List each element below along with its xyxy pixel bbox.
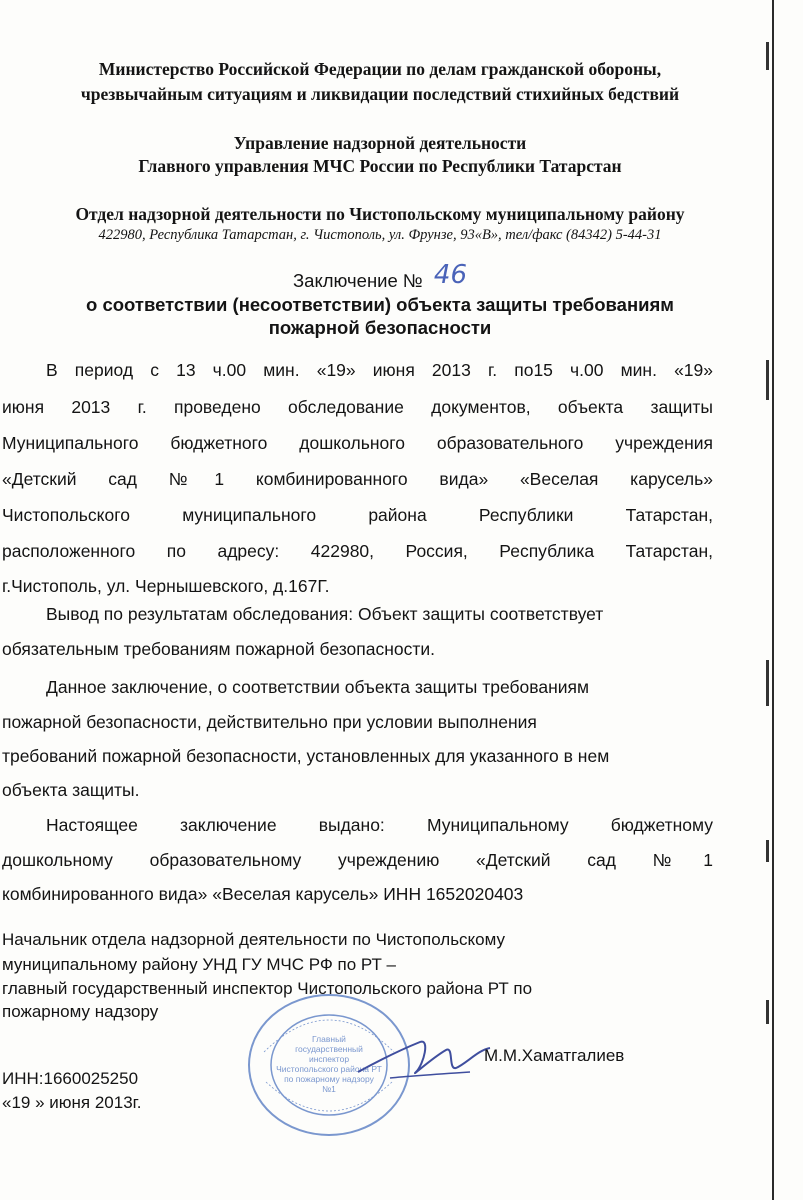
handwritten-signature: [350, 1020, 500, 1100]
body-line: комбинированного вида» «Веселая карусель» ИНН 1652020403: [2, 884, 524, 904]
body-line: июня 2013 г. проведено обследование документов, объекта защиты: [2, 397, 713, 417]
body-line: обязательным требованиям пожарной безопасности.: [2, 639, 436, 659]
body-line: Вывод по результатам обследования: Объект защиты соответствует: [46, 604, 604, 624]
scan-binding-marks: [766, 360, 769, 400]
conclusion-subtitle-line1: о соответствии (несоответствии) объекта защиты требованиям: [86, 294, 674, 315]
body-line: Чистопольского муниципального района Республики Татарстан,: [2, 505, 713, 525]
body-line: объекта защиты.: [2, 780, 140, 800]
issue-date: «19 » июня 2013г.: [2, 1093, 142, 1112]
svg-text:№1: №1: [322, 1084, 336, 1094]
department-heading-line1: Управление надзорной деятельности: [233, 133, 527, 153]
scan-binding-marks: [766, 660, 769, 706]
signatory-position-line: пожарному надзору: [2, 1002, 159, 1021]
office-address: 422980, Республика Татарстан, г. Чистополь, ул. Фрунзе, 93«В», тел/факс (84342) 5-44-31: [98, 227, 662, 243]
conclusion-number: 46: [433, 260, 467, 290]
body-line: требований пожарной безопасности, установленных для указанного в нем: [2, 746, 610, 766]
body-line: Настоящее заключение выдано: Муниципальному бюджетному: [46, 815, 713, 835]
svg-text:Чистопольского района РТ: Чистопольского района РТ: [276, 1064, 382, 1074]
conclusion-title: [0, 260, 760, 292]
body-line: Данное заключение, о соответствии объекта защиты требованиям: [46, 677, 590, 697]
svg-text:государственный: государственный: [295, 1044, 363, 1054]
body-line: В период с 13 ч.00 мин. «19» июня 2013 г. по15 ч.00 мин. «19»: [46, 360, 713, 380]
body-line: г.Чистополь, ул. Чернышевского, д.167Г.: [2, 576, 330, 596]
svg-text:Главный: Главный: [312, 1034, 346, 1044]
signatory-position-line: Начальник отдела надзорной деятельности по Чистопольскому: [2, 930, 506, 949]
conclusion-subtitle-line2: пожарной безопасности: [268, 317, 492, 338]
svg-text:по пожарному надзору: по пожарному надзору: [284, 1074, 374, 1084]
body-line: Муниципального бюджетного дошкольного образовательного учреждения: [2, 433, 713, 453]
scan-binding-marks: [766, 1000, 769, 1024]
body-line: дошкольному образовательному учреждению «Детский сад №1: [2, 850, 713, 870]
scan-edge-right: [772, 0, 774, 1200]
body-line: «Детский сад №1 комбинированного вида» «Веселая карусель»: [2, 469, 713, 489]
signer-name: М.М.Хаматгалиев: [484, 1046, 625, 1065]
inn-number: ИНН:1660025250: [2, 1069, 139, 1088]
signatory-position-line: муниципальному району УНД ГУ МЧС РФ по РТ –: [2, 955, 397, 974]
svg-text:инспектор: инспектор: [308, 1054, 350, 1064]
scan-binding-marks: [766, 42, 769, 70]
office-heading: Отдел надзорной деятельности по Чистопольскому муниципальному району: [75, 204, 685, 224]
body-line: пожарной безопасности, действительно при условии выполнения: [2, 712, 537, 732]
body-line: расположенного по адресу: 422980, Россия, Республика Татарстан,: [2, 541, 713, 561]
ministry-heading-line2: чрезвычайным ситуациям и ликвидации последствий стихийных бедствий: [80, 84, 680, 104]
conclusion-title-label: Заключение №: [292, 270, 423, 291]
department-heading-line2: Главного управления МЧС России по Республики Татарстан: [138, 156, 622, 176]
ministry-heading-line1: Министерство Российской Федерации по делам гражданской обороны,: [98, 59, 662, 79]
scan-binding-marks: [766, 840, 769, 862]
signatory-position-line: главный государственный инспектор Чистопольского района РТ по: [2, 979, 533, 998]
